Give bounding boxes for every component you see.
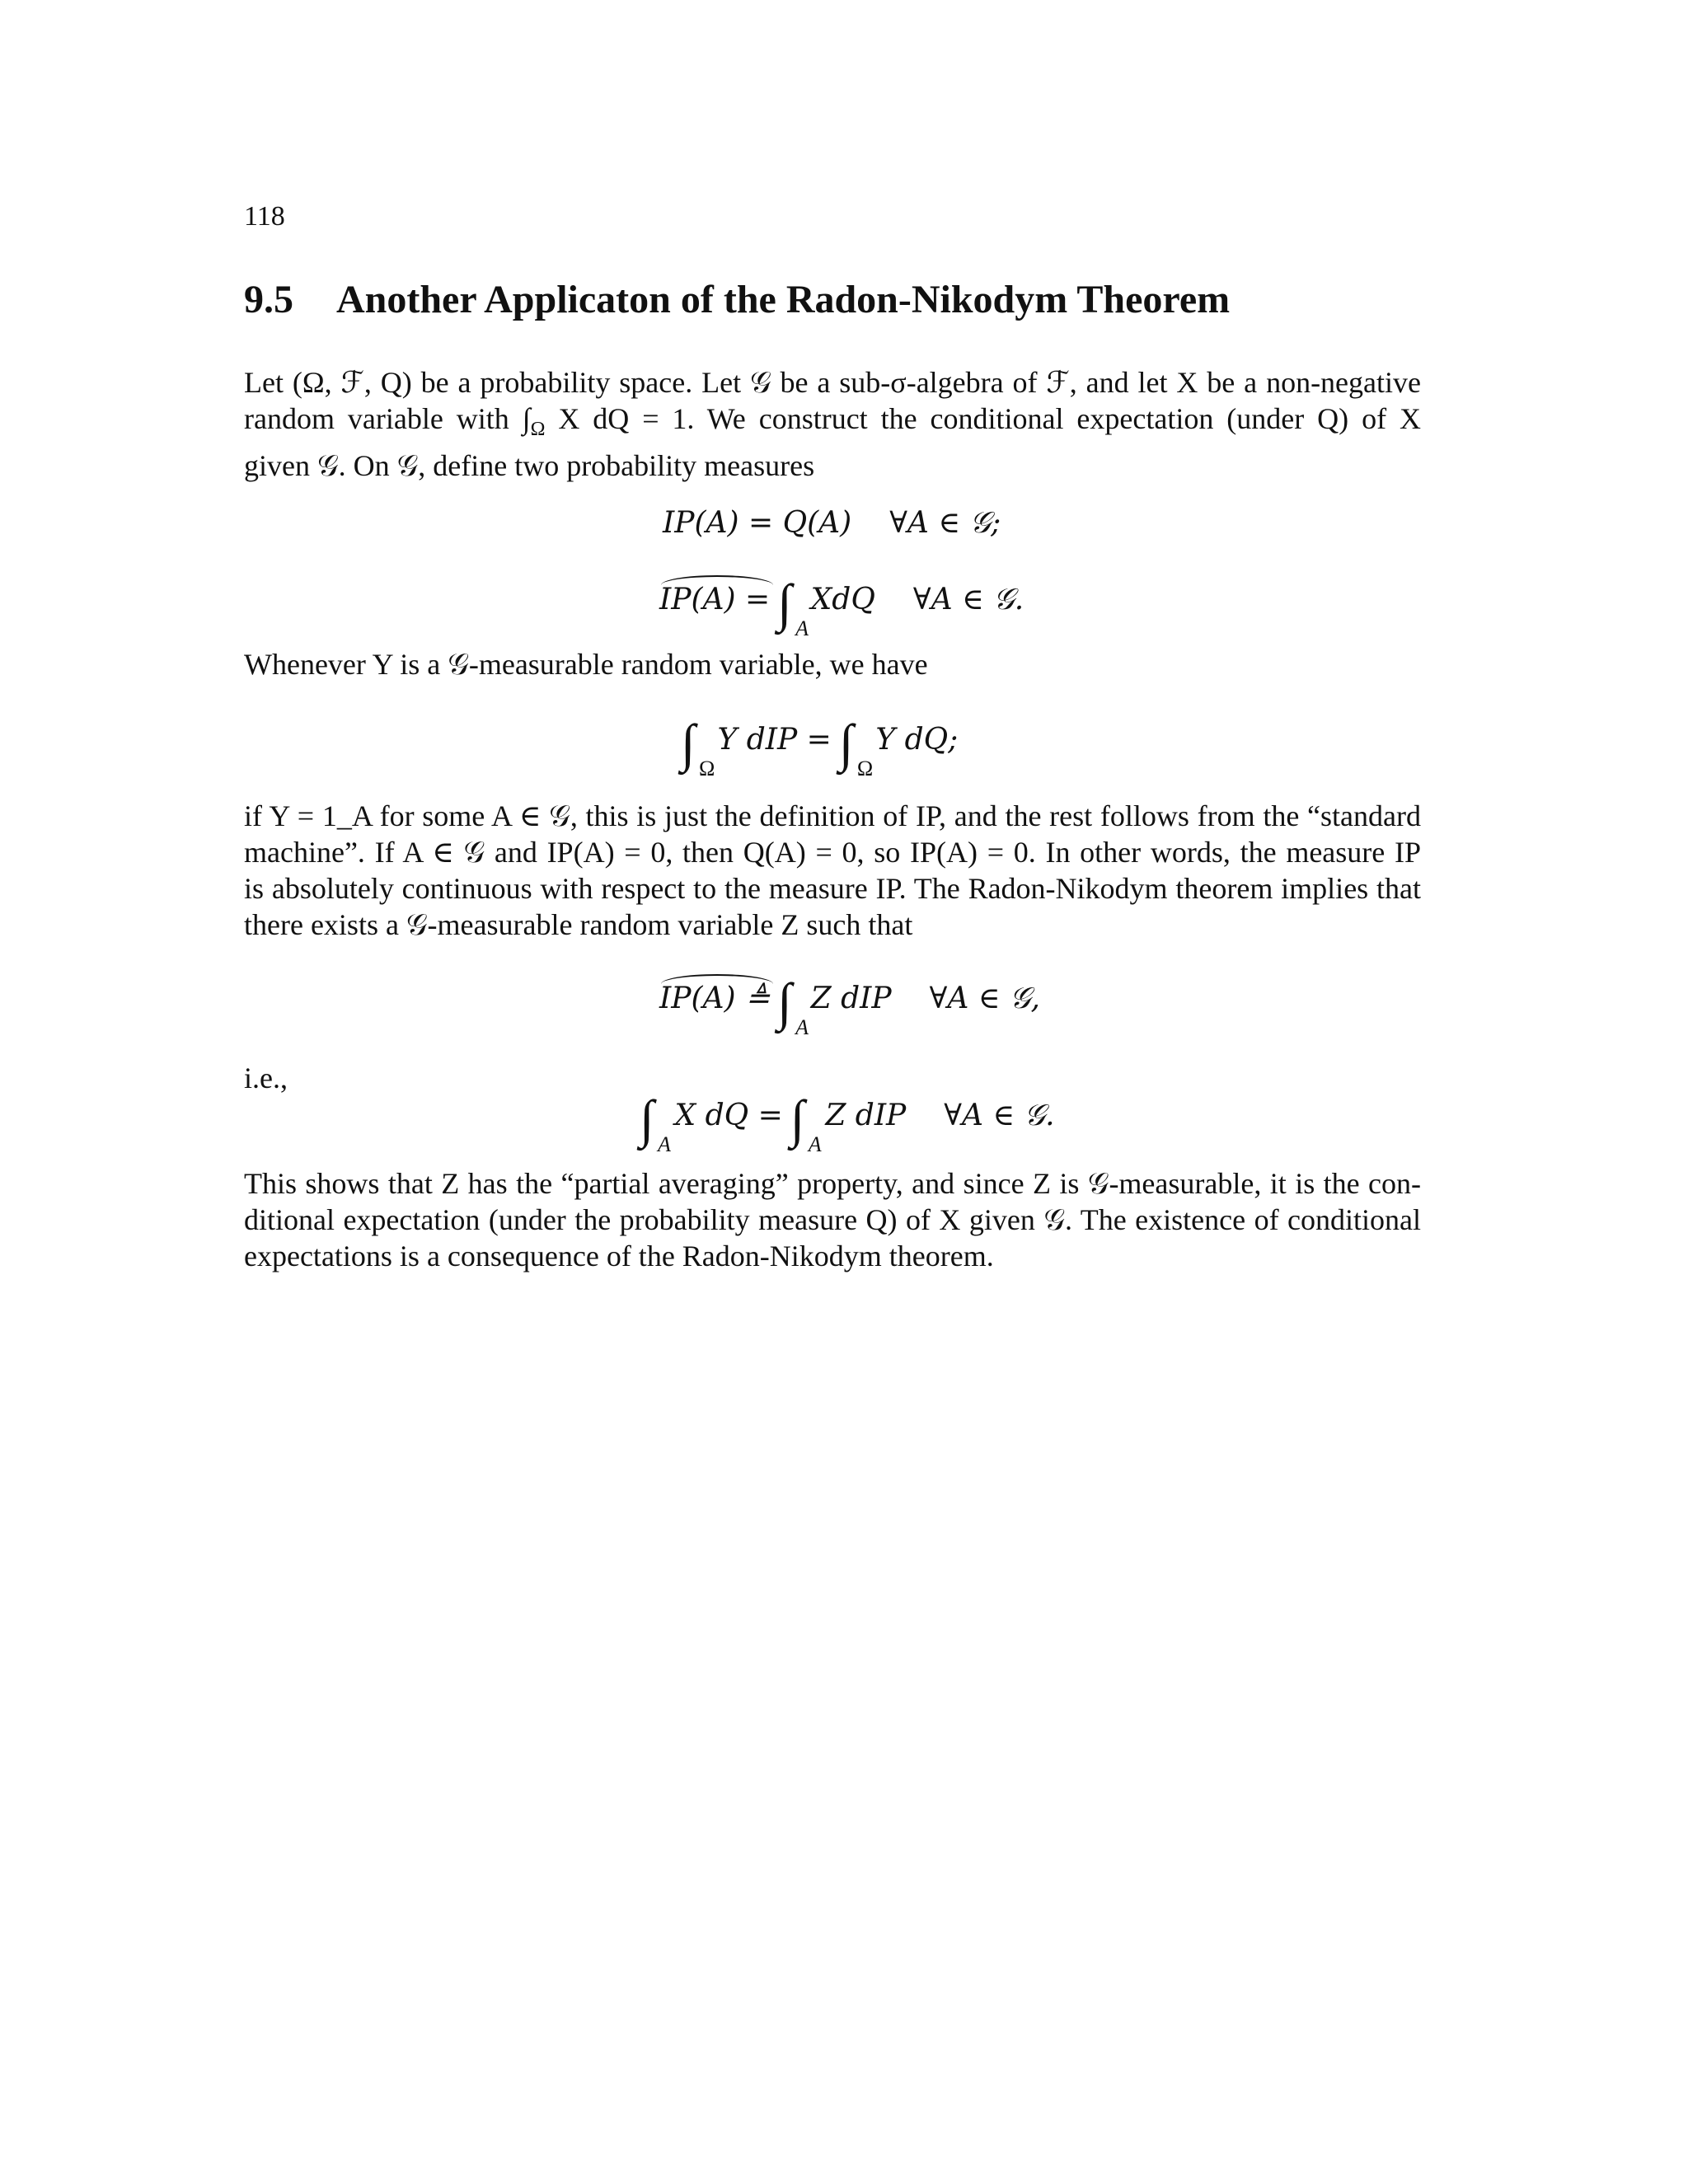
integral-subscript: Ω [856,757,874,780]
integral-sign: ∫ Ω [838,714,874,780]
equation-lhs: IP(A) = Q(A) [663,506,852,540]
page-number: 118 [244,201,285,232]
equation-rhs: ∀A ∈ 𝒢; [889,506,1001,540]
integral-sign: ∫ Ω [681,714,715,780]
equation-rhs: ∀A ∈ 𝒢. [944,1099,1055,1132]
equation-body: X dQ = [674,1099,783,1132]
integral-subscript: Ω [530,419,546,441]
integral-subscript: A [795,616,809,640]
equation-rhs: ∀A ∈ 𝒢. [912,583,1025,616]
section-title: Another Applicaton of the Radon-Nikodym Theorem [336,278,1231,321]
equation-body: Y dIP = [717,723,832,757]
equation-body: Z dIP [810,982,892,1015]
paragraph-line: Whenever Y is a 𝒢-measurable random variable, we have [244,648,928,681]
paragraph-line: expectations is a consequence of the Radon-Nikodym theorem. [244,1240,994,1272]
integral-subscript: A [658,1132,671,1156]
equation-lhs: IP(A) ≜ [659,982,771,1015]
paragraph-line: if Y = 1_A for some A ∈ 𝒢, this is just the definition of IP, and the rest follows from the “standard [244,799,1421,832]
paragraph-line [244,401,1421,448]
equation-body: Z dIP [825,1099,907,1132]
text-run: random variable with ∫ [244,402,531,435]
paragraph-line: Let (Ω, ℱ, Q) be a probability space. Let 𝒢 be a sub-σ-algebra of ℱ, and let X be a non-negative [244,366,1421,399]
integral-sign: ∫ A [777,574,809,640]
integral-sign: ∫ A [790,1090,822,1156]
equation-body: XdQ [810,583,875,616]
integral-sign: ∫ A [640,1090,671,1156]
paragraph-intro [244,364,1421,484]
paragraph-line: machine”. If A ∈ 𝒢 and IP(A) = 0, then Q(A) = 0, so IP(A) = 0. In other words, the measure IP [244,836,1421,869]
text-run: X dQ = 1. We construct the conditional expectation (under Q) of X [545,402,1421,435]
ie-label: i.e., [244,1062,288,1094]
equation-3 [681,714,959,780]
paragraph-line: This shows that Z has the “partial averaging” property, and since Z is 𝒢-measurable, it is the con- [244,1167,1421,1200]
paragraph-line: there exists a 𝒢-measurable random variable Z such that [244,908,913,941]
paragraph-measurable [244,646,1421,682]
paragraph-conclusion [244,1165,1421,1274]
section-heading [244,276,1230,324]
paragraph-absolute-continuity [244,798,1421,943]
paragraph-line: given 𝒢. On 𝒢, define two probability measures [244,449,815,483]
integral-sign: ∫ A [777,972,809,1039]
equation-1 [663,504,1001,541]
integral-subscript: Ω [699,757,715,780]
equation-4 [659,972,1040,1039]
equation-rhs: ∀A ∈ 𝒢, [929,982,1040,1015]
integral-subscript: A [808,1132,822,1156]
equation-2 [659,574,1025,640]
section-number: 9.5 [244,278,293,321]
equation-5 [640,1090,1055,1156]
equation-body: Y dQ; [875,723,959,757]
integral-subscript: A [795,1015,809,1039]
paragraph-line: ditional expectation (under the probability measure Q) of X given 𝒢. The existence of conditional [244,1203,1421,1236]
paragraph-line: is absolutely continuous with respect to the measure IP. The Radon-Nikodym theorem implies that [244,872,1421,905]
equation-lhs: IP(A) = [659,583,771,616]
